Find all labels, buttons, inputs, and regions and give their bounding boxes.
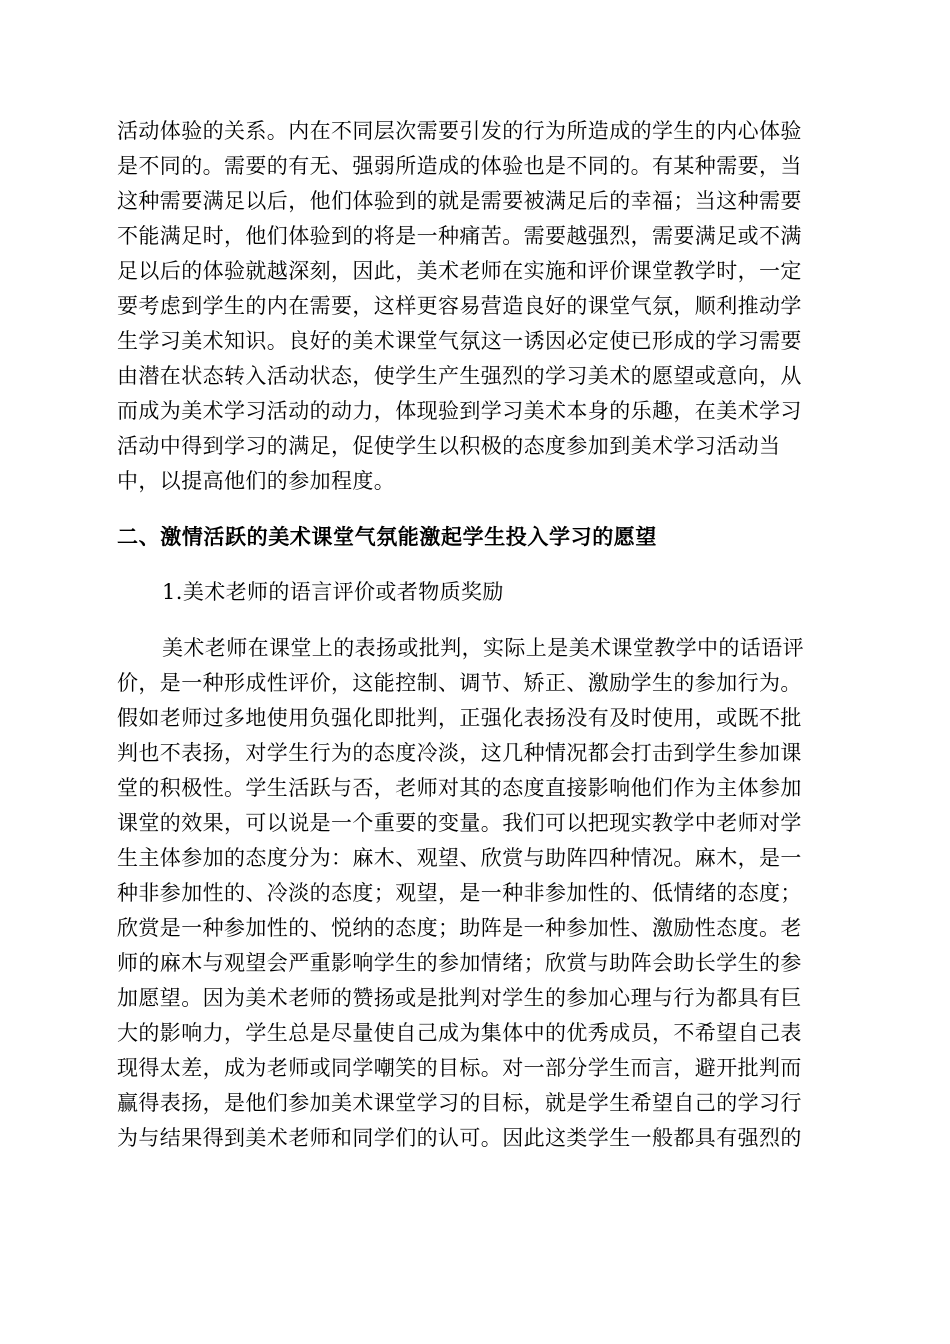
paragraph-line: 不能满足时，他们体验到的将是一种痛苦。需要越强烈，需要满足或不满 <box>117 224 802 248</box>
paragraph-line: 种非参加性的、冷淡的态度；观望，是一种非参加性的、低情绪的态度； <box>117 881 802 905</box>
paragraph-line: 生学习美术知识。良好的美术课堂气氛这一诱因必定使已形成的学习需要 <box>117 329 802 353</box>
subsection-heading: 1.美术老师的语言评价或者物质奖励 <box>162 580 504 604</box>
paragraph-line: 是不同的。需要的有无、强弱所造成的体验也是不同的。有某种需要，当 <box>117 154 802 178</box>
paragraph-line: 判也不表扬，对学生行为的态度冷淡，这几种情况都会打击到学生参加课 <box>117 741 802 765</box>
paragraph-line: 大的影响力，学生总是尽量使自己成为集体中的优秀成员，不希望自己表 <box>117 1021 802 1045</box>
paragraph-line: 足以后的体验就越深刻，因此，美术老师在实施和评价课堂教学时，一定 <box>117 259 802 283</box>
paragraph-line: 活动中得到学习的满足，促使学生以积极的态度参加到美术学习活动当 <box>117 434 781 458</box>
paragraph-line: 师的麻木与观望会严重影响学生的参加情绪；欣赏与助阵会助长学生的参 <box>117 951 802 975</box>
paragraph-line: 欣赏是一种参加性的、悦纳的态度；助阵是一种参加性、激励性态度。老 <box>117 916 802 940</box>
paragraph-line: 课堂的效果，可以说是一个重要的变量。我们可以把现实教学中老师对学 <box>117 811 802 835</box>
section-heading: 二、激情活跃的美术课堂气氛能激起学生投入学习的愿望 <box>117 525 657 549</box>
paragraph-line: 加愿望。因为美术老师的赞扬或是批判对学生的参加心理与行为都具有巨 <box>117 986 802 1010</box>
paragraph-line: 堂的积极性。学生活跃与否，老师对其的态度直接影响他们作为主体参加 <box>117 776 802 800</box>
paragraph-line: 这种需要满足以后，他们体验到的就是需要被满足后的幸福；当这种需要 <box>117 189 802 213</box>
paragraph-line: 为与结果得到美术老师和同学们的认可。因此这类学生一般都具有强烈的 <box>117 1126 802 1150</box>
paragraph-line: 要考虑到学生的内在需要，这样更容易营造良好的课堂气氛，顺利推动学 <box>117 294 802 318</box>
paragraph-line: 美术老师在课堂上的表扬或批判，实际上是美术课堂教学中的话语评 <box>162 636 804 660</box>
paragraph-line: 中，以提高他们的参加程度。 <box>117 469 396 493</box>
paragraph-line: 现得太差，成为老师或同学嘲笑的目标。对一部分学生而言，避开批判而 <box>117 1056 802 1080</box>
paragraph-line: 由潜在状态转入活动状态，使学生产生强烈的学习美术的愿望或意向，从 <box>117 364 802 388</box>
paragraph-line: 而成为美术学习活动的动力，体现验到学习美术本身的乐趣，在美术学习 <box>117 399 802 423</box>
paragraph-line: 活动体验的关系。内在不同层次需要引发的行为所造成的学生的内心体验 <box>117 119 802 143</box>
paragraph-line: 生主体参加的态度分为：麻木、观望、欣赏与助阵四种情况。麻木，是一 <box>117 846 802 870</box>
paragraph-line: 赢得表扬，是他们参加美术课堂学习的目标，就是学生希望自己的学习行 <box>117 1091 802 1115</box>
paragraph-line: 假如老师过多地使用负强化即批判，正强化表扬没有及时使用，或既不批 <box>117 706 802 730</box>
paragraph-line: 价，是一种形成性评价，这能控制、调节、矫正、激励学生的参加行为。 <box>117 671 802 695</box>
